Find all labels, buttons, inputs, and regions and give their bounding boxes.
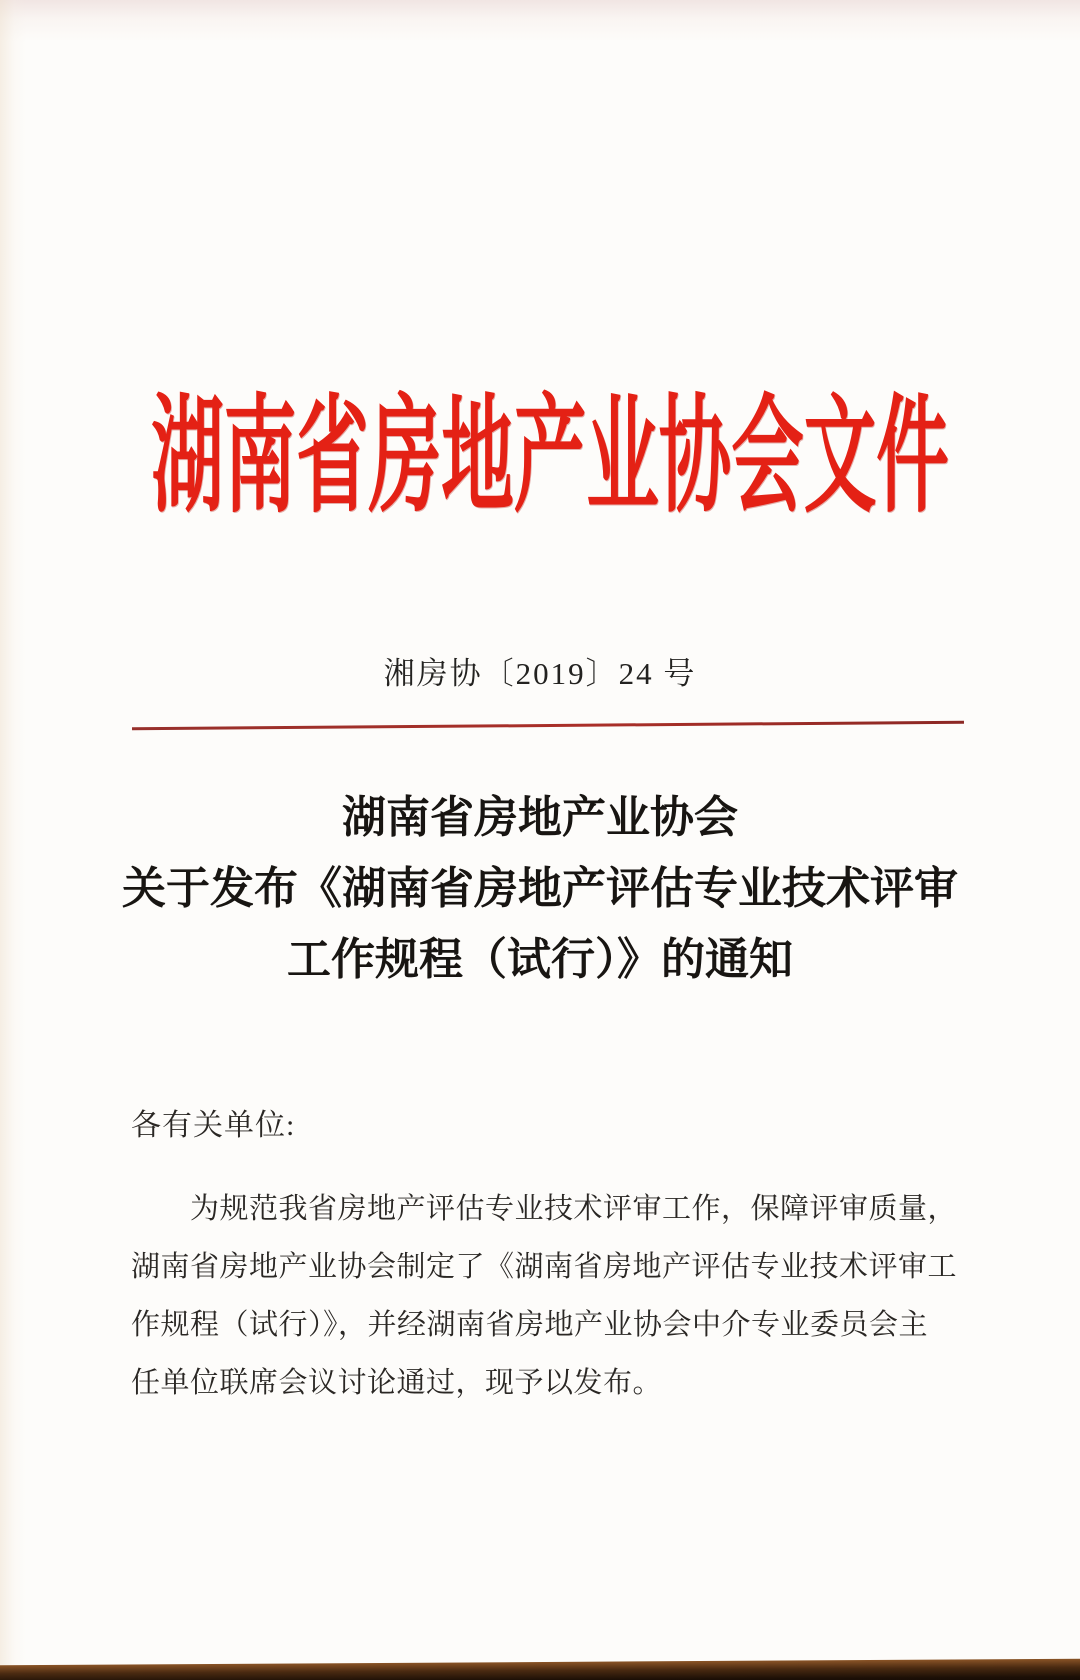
red-masthead-title (0, 386, 1080, 528)
notice-title (0, 782, 1080, 995)
salutation: 各有关单位: (131, 1109, 296, 1142)
red-masthead-text: 湖南省房地产业协会文件 (151, 386, 949, 528)
body-line-1: 为规范我省房地产评估专业技术评审工作，保障评审质量， (190, 1193, 958, 1225)
body-paragraph (131, 1180, 971, 1412)
scan-top-edge-artifact (0, 0, 1080, 42)
body-line-4: 任单位联席会议讨论通过，现予以发布。 (131, 1367, 663, 1399)
red-divider-rule (132, 721, 964, 731)
notice-title-line-3: 工作规程（试行）》的通知 (287, 935, 793, 984)
scan-bottom-page-edge (0, 1659, 1080, 1680)
notice-title-line-2: 关于发布《湖南省房地产评估专业技术评审 (122, 864, 958, 913)
notice-title-line-1: 湖南省房地产业协会 (342, 793, 738, 842)
body-line-2: 湖南省房地产业协会制定了《湖南省房地产评估专业技术评审工 (131, 1251, 958, 1283)
body-line-3: 作规程（试行）》，并经湖南省房地产业协会中介专业委员会主 (131, 1309, 929, 1341)
document-number: 湘房协〔2019〕24 号 (383, 656, 697, 691)
